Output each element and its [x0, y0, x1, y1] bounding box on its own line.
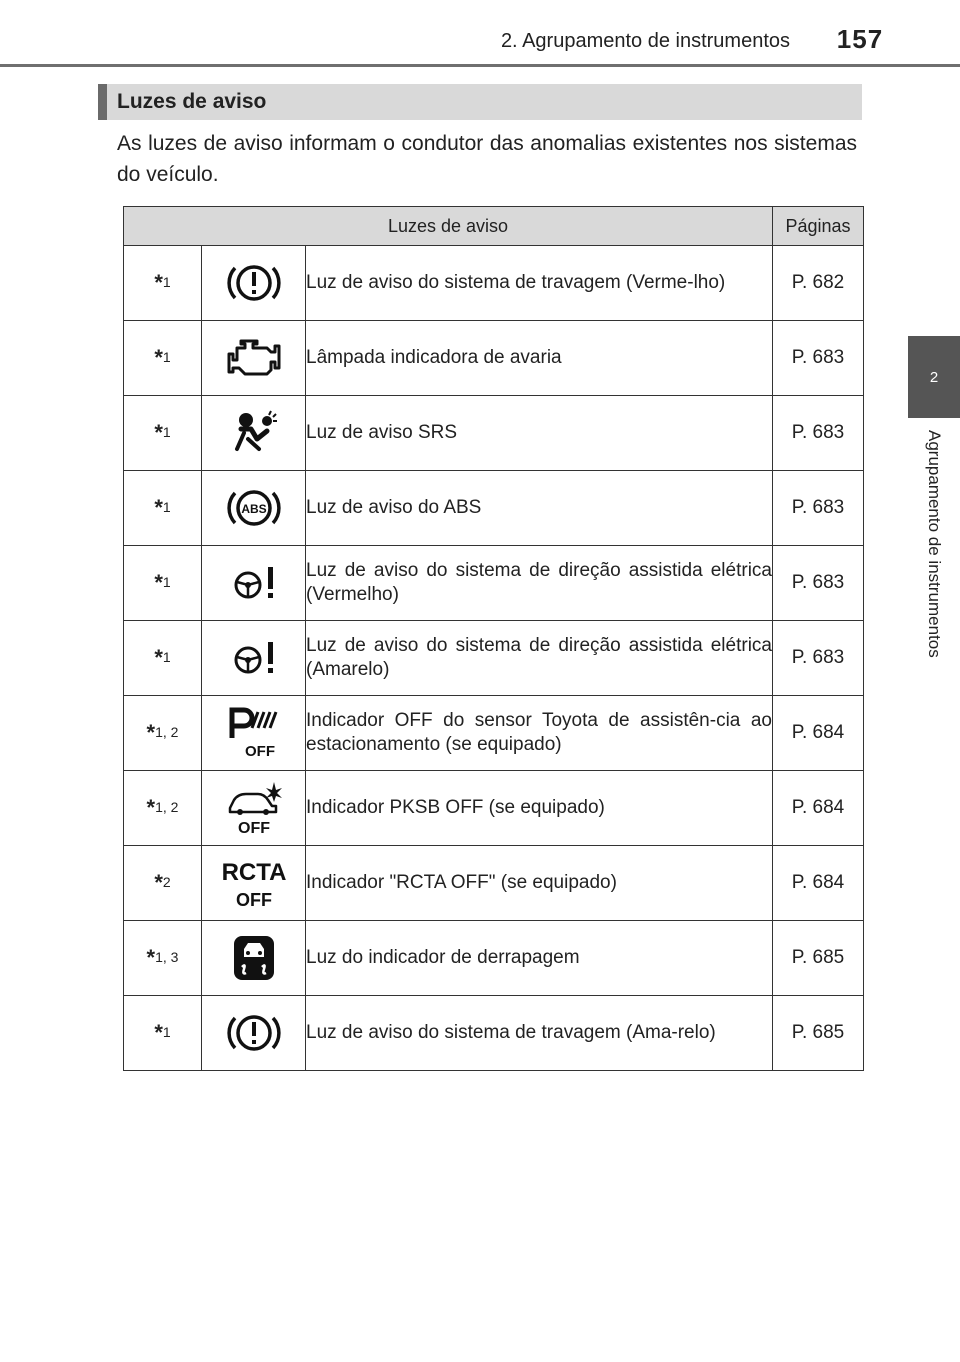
footnote-ref: 1	[162, 424, 171, 440]
parking-assist-off-icon	[222, 706, 286, 760]
row-page-ref: P. 685	[773, 921, 864, 996]
brake-warning-icon	[224, 1009, 284, 1057]
table-row	[124, 846, 864, 921]
footnote-cell: *2	[124, 846, 202, 921]
chapter-tab	[908, 336, 960, 418]
row-description: Indicador "RCTA OFF" (se equipado)	[306, 846, 773, 921]
footnote-cell: *1	[124, 471, 202, 546]
footnote-cell: *1	[124, 246, 202, 321]
row-page-ref: P. 684	[773, 771, 864, 846]
table-row	[124, 996, 864, 1071]
header-rule	[0, 64, 960, 67]
column-header-warning: Luzes de aviso	[124, 207, 773, 246]
engine-malfunction-icon	[223, 336, 285, 380]
slip-indicator-icon	[230, 933, 278, 983]
row-description: Luz de aviso do ABS	[306, 471, 773, 546]
row-description: Indicador OFF do sensor Toyota de assistên-cia ao estacionamento (se equipado)	[306, 696, 773, 771]
abs-icon-label: ABS	[240, 502, 267, 516]
table-row	[124, 246, 864, 321]
footnote-cell: *1	[124, 546, 202, 621]
footnote-cell: *1, 3	[124, 921, 202, 996]
footnote-cell: *1, 2	[124, 696, 202, 771]
row-page-ref: P. 684	[773, 846, 864, 921]
table-row	[124, 546, 864, 621]
row-page-ref: P. 683	[773, 321, 864, 396]
rcta-off-icon	[214, 856, 294, 910]
footnote-ref: 1	[162, 274, 171, 290]
row-description: Luz de aviso SRS	[306, 396, 773, 471]
steering-warning-icon	[228, 636, 280, 680]
table-row	[124, 696, 864, 771]
rcta-label: RCTA	[221, 859, 286, 886]
footnote-ref: 1	[162, 649, 171, 665]
warning-lights-table	[123, 206, 864, 1071]
footnote-cell: *1	[124, 621, 202, 696]
page-number: 157	[836, 24, 884, 54]
brake-warning-icon	[224, 259, 284, 307]
table-row	[124, 621, 864, 696]
steering-warning-icon	[228, 561, 280, 605]
row-description: Lâmpada indicadora de avaria	[306, 321, 773, 396]
footnote-ref: 1	[162, 349, 171, 365]
footnote-ref: 1	[162, 499, 171, 515]
row-description: Luz do indicador de derrapagem	[306, 921, 773, 996]
row-page-ref: P. 683	[773, 546, 864, 621]
table-row	[124, 921, 864, 996]
row-description: Luz de aviso do sistema de direção assistida elétrica (Vermelho)	[306, 546, 773, 621]
row-description: Luz de aviso do sistema de travagem (Verme-lho)	[306, 246, 773, 321]
chapter-side-label-wrap	[908, 430, 960, 710]
footnote-ref: 1	[162, 574, 171, 590]
section-heading	[98, 84, 862, 120]
pksb-off-icon	[222, 780, 286, 836]
intro-paragraph: As luzes de aviso informam o condutor das anomalias existentes nos sistemas do veículo.	[117, 132, 857, 186]
section-heading-text: Luzes de aviso	[117, 90, 267, 113]
chapter-side-label: Agrupamento de instrumentos	[925, 430, 944, 658]
running-header-title: 2. Agrupamento de instrumentos	[500, 30, 790, 52]
footnote-ref: 1, 2	[155, 724, 179, 740]
table-row	[124, 771, 864, 846]
row-page-ref: P. 683	[773, 621, 864, 696]
abs-icon	[224, 484, 284, 532]
row-page-ref: P. 683	[773, 396, 864, 471]
footnote-cell: *1, 2	[124, 771, 202, 846]
footnote-ref: 1, 3	[155, 949, 179, 965]
table-header-row	[124, 207, 864, 246]
srs-airbag-icon	[227, 409, 281, 457]
row-page-ref: P. 683	[773, 471, 864, 546]
row-page-ref: P. 682	[773, 246, 864, 321]
table-row	[124, 396, 864, 471]
off-label: OFF	[237, 820, 270, 836]
footnote-cell: *1	[124, 321, 202, 396]
row-description: Luz de aviso do sistema de travagem (Ama-relo)	[306, 996, 773, 1071]
off-label: OFF	[235, 890, 272, 910]
footnote-ref: 1	[162, 1024, 171, 1040]
footnote-cell: *1	[124, 396, 202, 471]
footnote-cell: *1	[124, 996, 202, 1071]
table-row	[124, 471, 864, 546]
table-row	[124, 321, 864, 396]
row-description: Indicador PKSB OFF (se equipado)	[306, 771, 773, 846]
footnote-ref: 1, 2	[155, 799, 179, 815]
chapter-tab-number: 2	[929, 368, 939, 386]
row-description: Luz de aviso do sistema de direção assistida elétrica (Amarelo)	[306, 621, 773, 696]
footnote-ref: 2	[162, 874, 171, 890]
row-page-ref: P. 684	[773, 696, 864, 771]
off-label: OFF	[244, 743, 275, 760]
row-page-ref: P. 685	[773, 996, 864, 1071]
column-header-pages: Páginas	[773, 207, 864, 246]
